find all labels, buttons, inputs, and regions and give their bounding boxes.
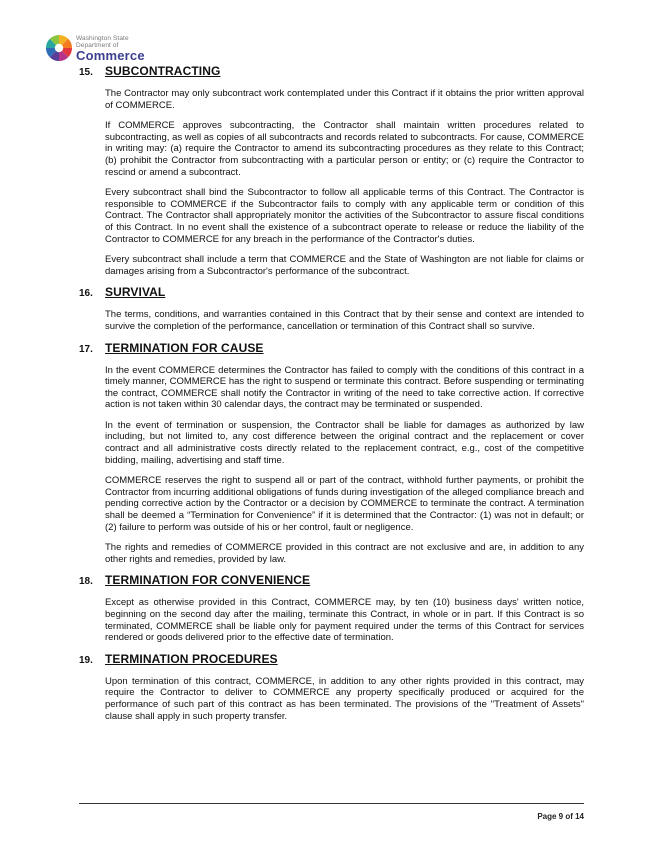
section-heading bbox=[79, 573, 584, 587]
section-number: 16. bbox=[79, 288, 93, 300]
section-heading bbox=[79, 341, 584, 355]
commerce-pinwheel-logo-icon bbox=[45, 34, 73, 62]
section-number: 17. bbox=[79, 343, 93, 355]
section-number: 19. bbox=[79, 654, 93, 666]
logo-line-state: Washington State bbox=[76, 34, 129, 42]
section-title: SURVIVAL bbox=[105, 285, 166, 300]
section-survival bbox=[79, 285, 584, 332]
paragraph: Every subcontract shall bind the Subcontractor to follow all applicable terms of this Contract. The Contractor is responsible to COMMERCE if the Subcontractor fails to comply with any applicable term or condition of this Contract. The Contractor shall appropriately monitor the activities of the Subcontractor to assure fiscal conditions of this Contract. In no event shall the existence of a subcontract operate to release or reduce the liability of the Contractor to COMMERCE for any breach in the performance of the Contractor's duties. bbox=[105, 187, 584, 245]
section-title: TERMINATION FOR CONVENIENCE bbox=[105, 573, 311, 588]
paragraph: The rights and remedies of COMMERCE provided in this contract are not exclusive and are, in addition to any other rights and remedies, provided by law. bbox=[105, 542, 584, 565]
paragraph: The terms, conditions, and warranties contained in this Contract that by their sense and context are intended to survive the completion of the performance, cancellation or termination of this Contract shall so survive. bbox=[105, 309, 584, 332]
section-number: 15. bbox=[79, 67, 93, 78]
paragraph: Except as otherwise provided in this Contract, COMMERCE may, by ten (10) business days' written notice, beginning on the second day after the mailing, terminate this Contract, in whole or in part. If this Contract is so terminated, COMMERCE shall be liable only for payment required under the terms of this Contract for services rendered or goods delivered prior to the effective date of termination. bbox=[105, 597, 584, 644]
paragraph: The Contractor may only subcontract work contemplated under this Contract if it obtains the prior written approval of COMMERCE. bbox=[105, 88, 584, 111]
commerce-logo bbox=[45, 32, 145, 64]
paragraph: In the event of termination or suspension, the Contractor shall be liable for damages as authorized by law including, but not limited to, any cost difference between the original contract and the replacement or cover contract and all administrative costs directly related to the replacement contract, e.g., cost of the competitive bidding, mailing, advertising and staff time. bbox=[105, 419, 584, 466]
section-termination-for-cause bbox=[79, 341, 584, 566]
paragraph: Every subcontract shall include a term that COMMERCE and the State of Washington are not liable for claims or damages arising from a Subcontractor's performance of the subcontract. bbox=[105, 254, 584, 277]
logo-line-department: Department of bbox=[76, 41, 119, 49]
section-subcontracting bbox=[79, 64, 584, 277]
footer-divider bbox=[79, 803, 584, 804]
section-title: TERMINATION PROCEDURES bbox=[105, 651, 278, 666]
section-title: TERMINATION FOR CAUSE bbox=[105, 340, 264, 355]
document-body bbox=[79, 64, 584, 730]
section-number: 18. bbox=[79, 576, 93, 588]
section-heading bbox=[79, 64, 584, 78]
section-title: SUBCONTRACTING bbox=[105, 64, 221, 78]
section-heading bbox=[79, 285, 584, 299]
page-number: Page 9 of 14 bbox=[537, 812, 584, 821]
paragraph: Upon termination of this contract, COMMERCE, in addition to any other rights provided in this contract, may require the Contractor to deliver to COMMERCE any property specifically produced or acquired for the performance of such part of this contract as has been terminated. The provisions of the "Treatment of Assets" clause shall apply in such property transfer. bbox=[105, 675, 584, 722]
paragraph: If COMMERCE approves subcontracting, the Contractor shall maintain written procedures related to subcontracting, as well as copies of all subcontracts and records related to subcontracts. For cause, COMMERCE in writing may: (a) require the Contractor to amend its subcontracting procedures as they relate to this Contract; (b) prohibit the Contractor from subcontracting with a particular person or entity; or (c) require the Contractor to rescind or amend a subcontract. bbox=[105, 120, 584, 178]
logo-line-commerce: Commerce bbox=[76, 47, 145, 63]
section-heading bbox=[79, 652, 584, 666]
section-termination-for-convenience bbox=[79, 573, 584, 643]
paragraph: COMMERCE reserves the right to suspend all or part of the contract, withhold further payments, or prohibit the Contractor from incurring additional obligations of funds during investigation of the alleged compliance breach and pending corrective action by the Contractor or a decision by COMMERCE to terminate the contract. A termination shall be deemed a “Termination for Convenience” if it is determined that the Contractor: (1) was not in default; or (2) failure to perform was outside of his or her control, fault or negligence. bbox=[105, 475, 584, 533]
paragraph: In the event COMMERCE determines the Contractor has failed to comply with the conditions of this contract in a timely manner, COMMERCE has the right to suspend or terminate this contract. Before suspending or terminating the contract, COMMERCE shall notify the Contractor in writing of the need to take corrective action. If corrective action is not taken within 30 calendar days, the contract may be terminated or suspended. bbox=[105, 364, 584, 411]
section-termination-procedures bbox=[79, 652, 584, 722]
